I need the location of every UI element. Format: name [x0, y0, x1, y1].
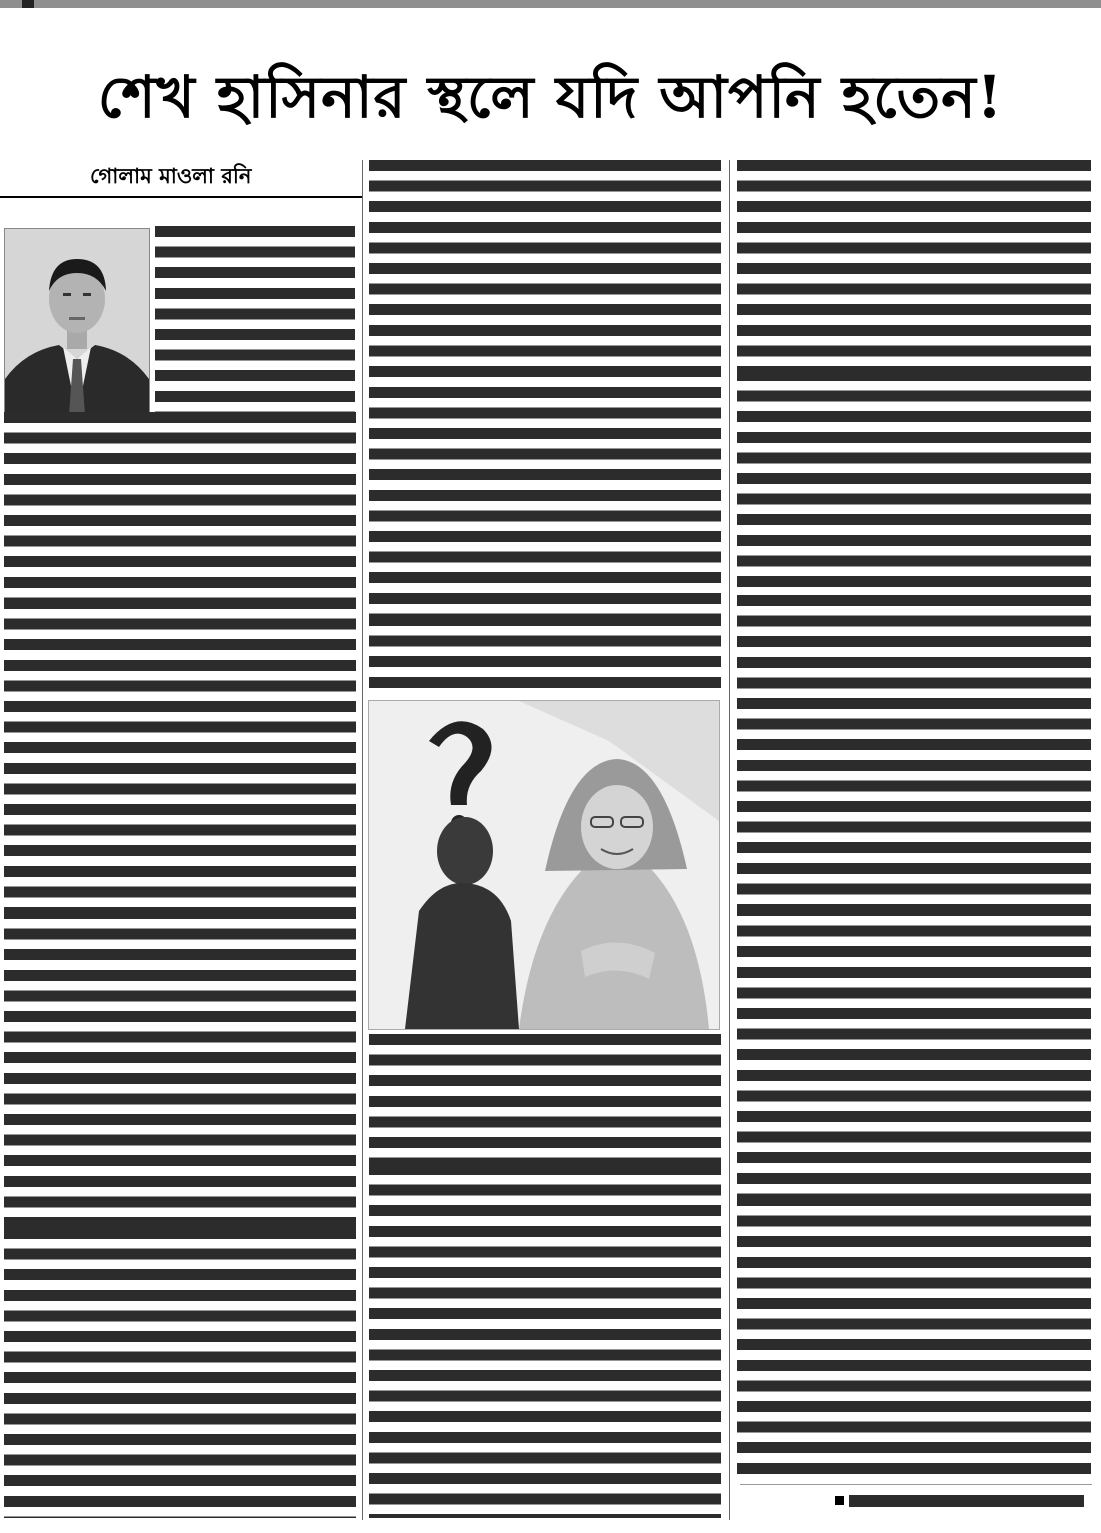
body-text-col1 [4, 908, 356, 1228]
illustration [368, 700, 720, 1030]
top-bar-tick [22, 0, 34, 8]
author-portrait [4, 228, 150, 416]
body-text-col2 [369, 1164, 721, 1518]
body-text-col1 [4, 1228, 356, 1518]
body-text-col1-beside-portrait [155, 226, 355, 412]
column-divider [729, 160, 730, 1520]
body-text-col3 [737, 370, 1091, 595]
body-text-col3 [737, 905, 1091, 1195]
author-note-bullet [835, 1496, 844, 1505]
byline: গোলাম মাওলা রনি [90, 163, 252, 188]
body-text-col1 [4, 598, 356, 908]
author-portrait-image [5, 229, 149, 415]
body-text-col3 [737, 595, 1091, 905]
illustration-image [369, 701, 719, 1029]
column-divider [362, 160, 363, 1520]
body-text-col2 [369, 1034, 721, 1164]
body-text-col2 [369, 325, 721, 615]
footer-rule [740, 1484, 1092, 1485]
author-note [835, 1486, 1090, 1514]
body-text-col2 [369, 160, 721, 325]
body-text-col2 [369, 615, 721, 695]
headline: শেখ হাসিনার স্থলে যদি আপনি হতেন! [97, 63, 1004, 131]
author-note-text-block [849, 1495, 1084, 1507]
byline-rule [0, 196, 362, 198]
body-text-col3 [737, 1195, 1091, 1481]
top-bar [0, 0, 1101, 8]
body-text-col3 [737, 160, 1091, 370]
body-text-col1 [4, 412, 356, 598]
